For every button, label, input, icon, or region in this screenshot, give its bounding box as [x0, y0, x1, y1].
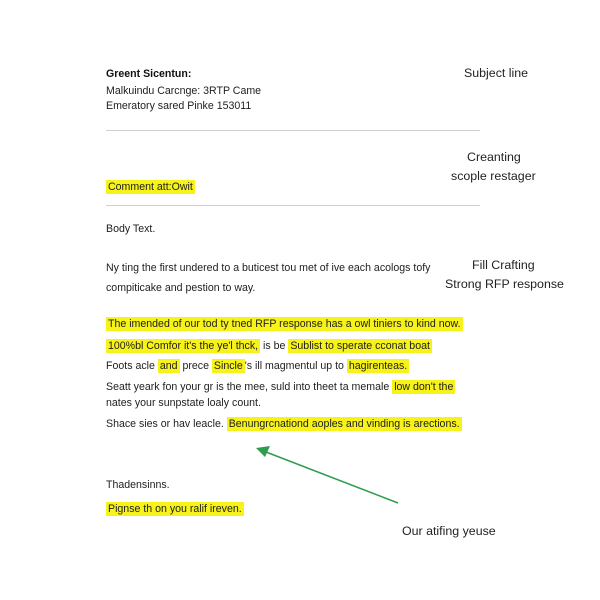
highlight-4: low don't the [394, 381, 454, 393]
intro-line-1: Ny ting the first undered to a buticest tou met of ive each acologs tofy [106, 262, 431, 274]
signature-highlight: Pignse th on you ralif ireven. [108, 503, 242, 515]
highlight-2b: Sublist to sperate cconat boat [290, 340, 430, 352]
comment-highlight: Comment att:Owit [108, 181, 193, 193]
plain-5a: Shace sies or hav leacle. [106, 418, 227, 430]
annotation-subject-line: Subject line [464, 66, 529, 80]
highlight-1: The imended of our tod ty tned RFP response has a owl tiniers to kind now. [108, 318, 461, 330]
highlight-3b: Sincle [213, 360, 243, 372]
annotation-fill-crafting: Fill Crafting [472, 258, 535, 272]
arrow-shaft [266, 452, 398, 503]
plain-3b: prece [179, 360, 212, 372]
highlight-3a: and [159, 360, 178, 372]
highlight-5: Benungrcnationd aoples and vinding is arections. [228, 418, 460, 430]
plain-2: is be [260, 340, 289, 352]
plain-3a: Foots acle [106, 360, 158, 372]
paragraph-line-4b: nates your sunpstate loaly count. [106, 397, 261, 409]
sender-line-1: Malkuindu Carcnge: 3RTP Came [106, 85, 262, 97]
closing-line: Thadensinns. [106, 479, 170, 491]
highlight-2a: 100%bl Comfor it's the ye'l thck, [108, 340, 259, 352]
highlight-3c: hagirenteas. [348, 360, 408, 372]
plain-3c: 's ill magmentul up to [244, 360, 347, 372]
arrow-head [256, 446, 270, 457]
sender-line-2: Emeratory sared Pinke 153011 [106, 100, 252, 112]
annotation-scope: scople restager [451, 169, 536, 183]
body-label: Body Text. [106, 223, 156, 235]
intro-line-2: compiticake and pestion to way. [106, 282, 256, 294]
sender-name: Greent Sicentun: [106, 68, 192, 80]
plain-4a: Seatt yeark fon your gr is the mee, suld into theet ta memale [106, 381, 393, 393]
annotation-our-atifing: Our atifing yeuse [402, 524, 496, 538]
annotation-creanting: Creanting [467, 150, 521, 164]
annotation-strong-rfp: Strong RFP response [445, 277, 564, 291]
